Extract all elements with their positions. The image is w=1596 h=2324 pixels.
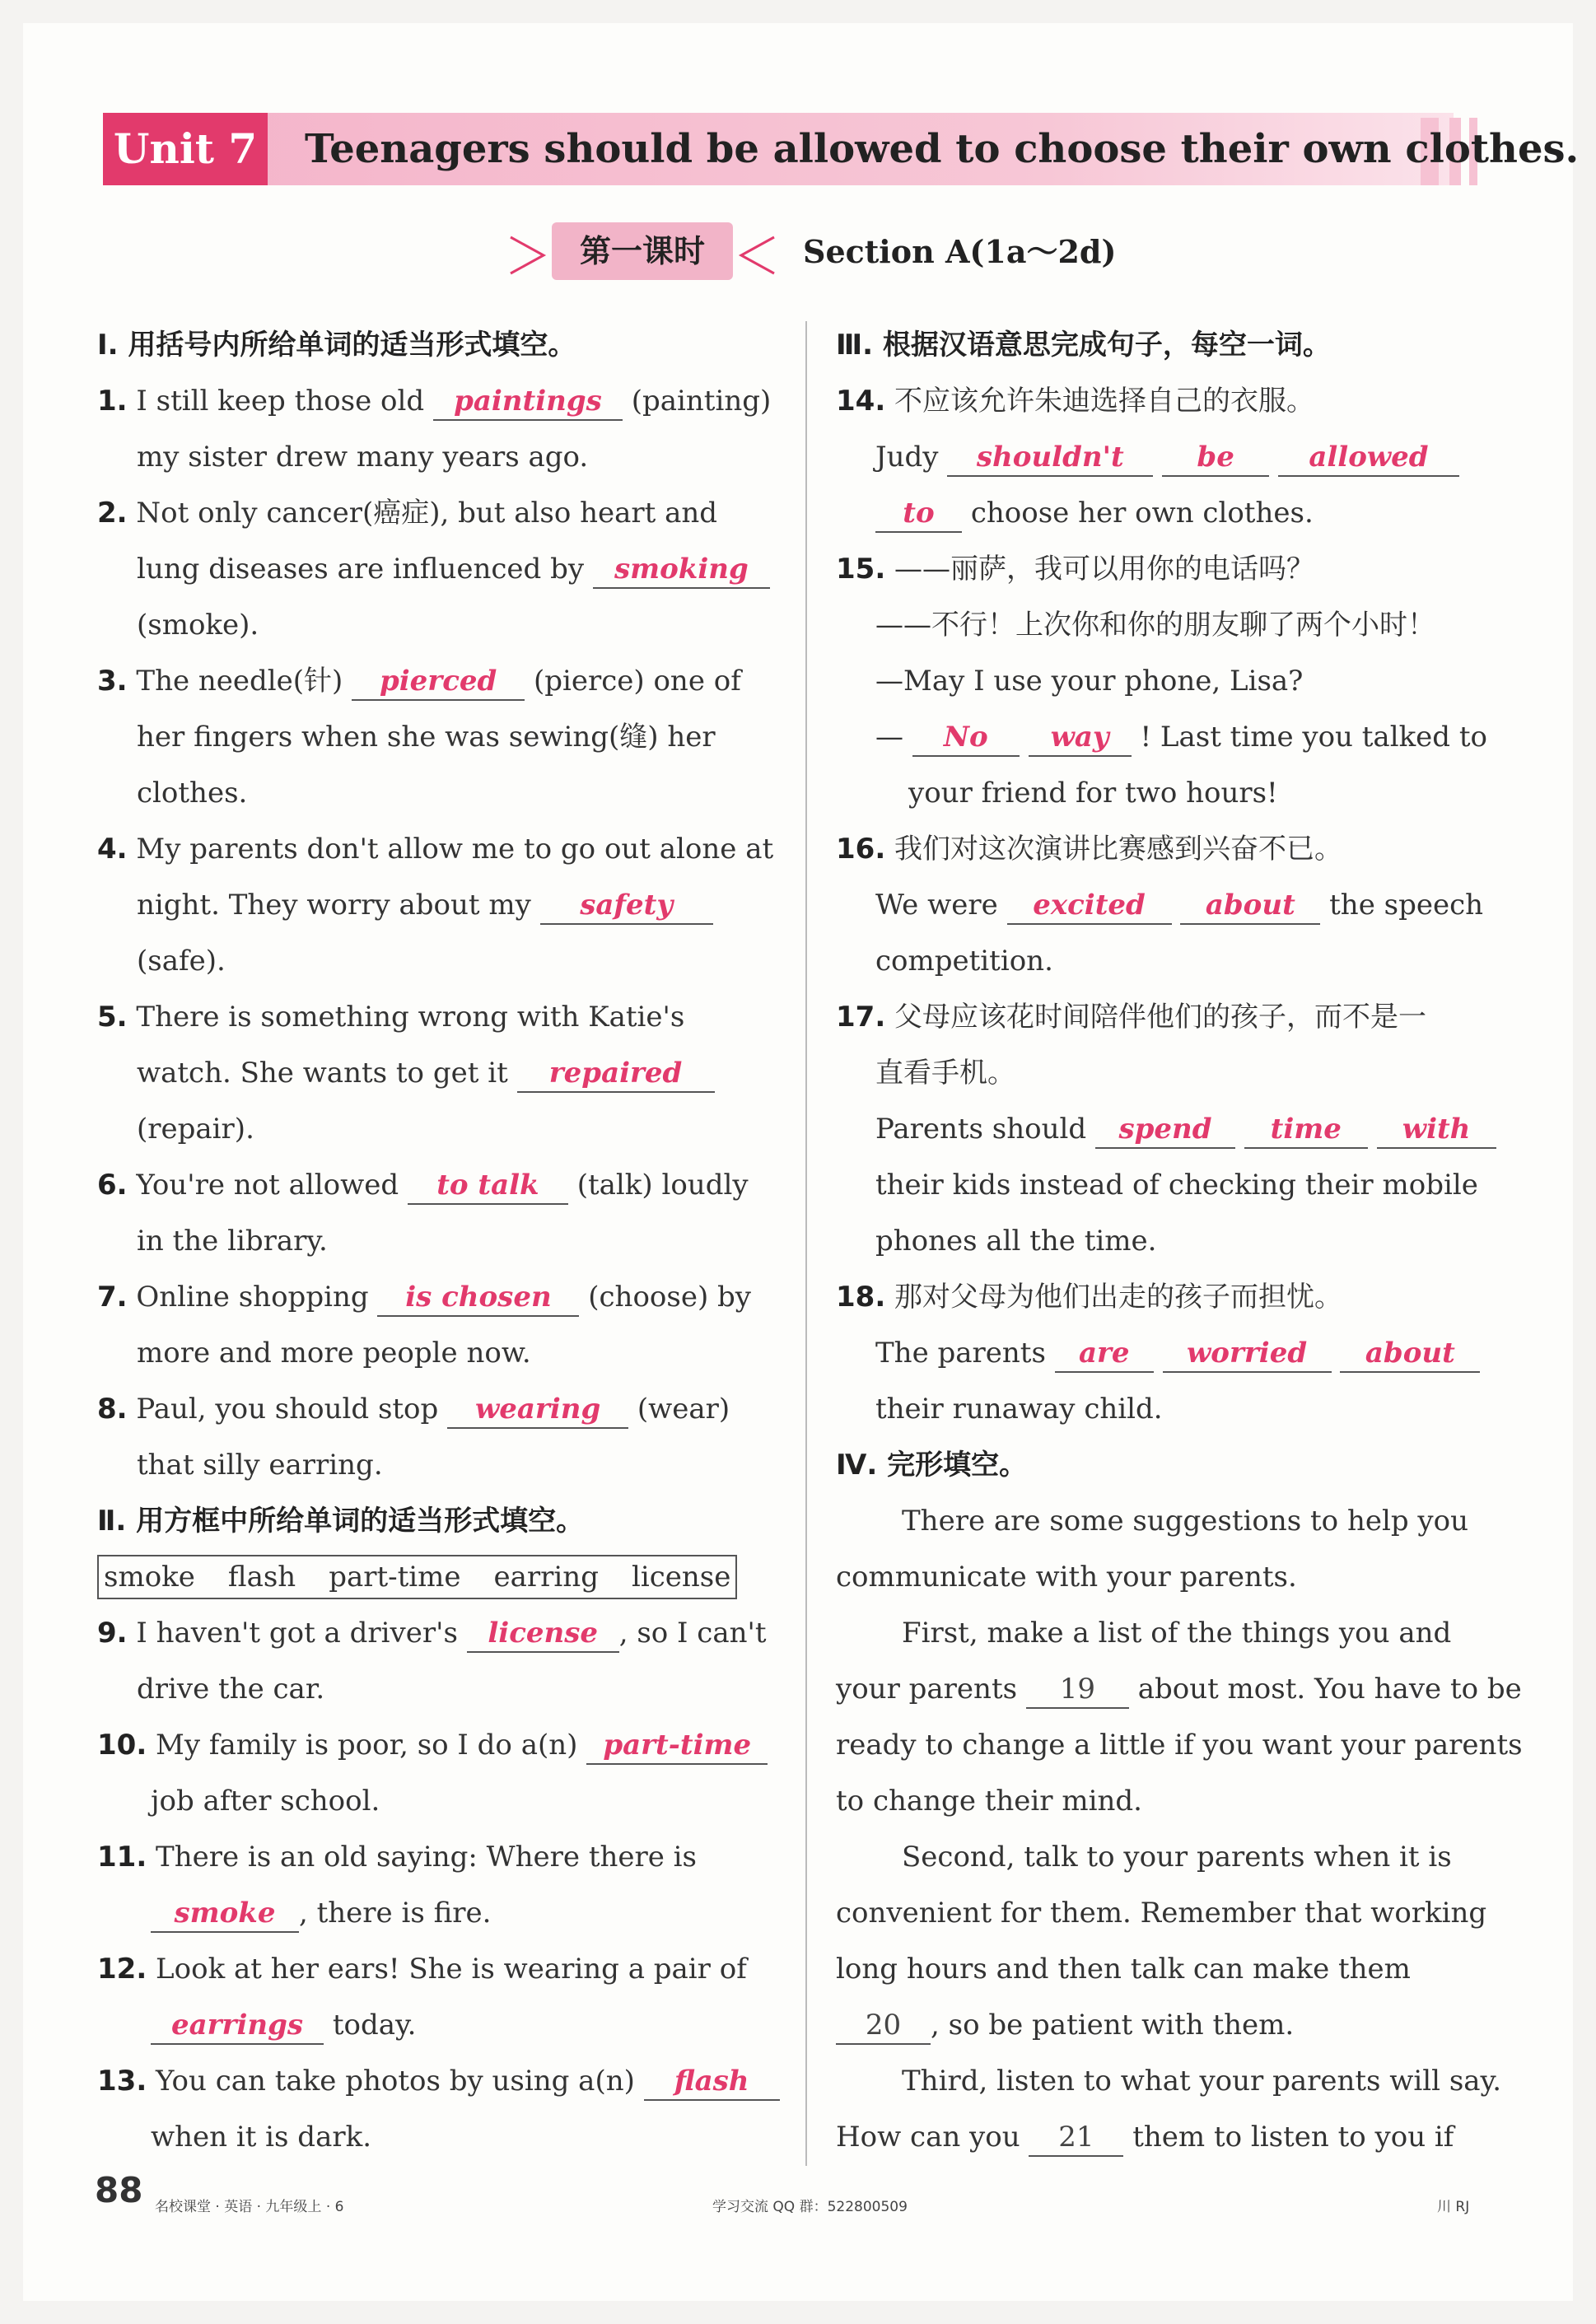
unit-title: Teenagers should be allowed to choose their own clothes. [305, 126, 1580, 172]
question-number: 12. [97, 1953, 147, 1986]
passage-line [836, 1661, 1522, 1717]
q14-cont [836, 429, 1515, 485]
passage-line: Second, talk to your parents when it is [902, 1841, 1452, 1874]
answer-blank[interactable]: shouldn't [947, 439, 1153, 477]
q5 [97, 989, 777, 1045]
question-text: There is something wrong with Katie's [136, 1001, 685, 1034]
question-text: the speech [1329, 889, 1484, 922]
answer-blank[interactable]: way [1029, 719, 1132, 757]
passage-line: convenient for them. Remember that working [836, 1897, 1487, 1930]
q2-cont: (smoke). [137, 609, 259, 642]
answer-blank[interactable]: with [1377, 1111, 1496, 1149]
word-box-item: license [631, 1561, 731, 1594]
question-text: We were [875, 889, 998, 922]
q6 [97, 1157, 777, 1213]
answer-blank[interactable]: wearing [447, 1391, 628, 1429]
question-text: (wear) [637, 1393, 730, 1426]
q2-cont [97, 541, 777, 597]
answer-blank[interactable]: spend [1095, 1111, 1235, 1149]
question-text: ! Last time you talked to [1140, 721, 1488, 754]
question-text: The parents [875, 1337, 1046, 1370]
book-info: 名校课堂 · 英语 · 九年级上 · 6 [155, 2199, 344, 2215]
question-text: My family is poor, so I do a(n) [156, 1729, 578, 1762]
question-number: 14. [836, 385, 886, 418]
q4 [97, 821, 777, 877]
answer-blank[interactable]: about [1340, 1335, 1480, 1373]
answer-blank[interactable]: time [1244, 1111, 1368, 1149]
passage-line [836, 2109, 1515, 2165]
answer-blank[interactable]: smoking [593, 551, 770, 589]
question-text: 那对父母为他们出走的孩子而担忧。 [894, 1281, 1343, 1314]
question-number: 6. [97, 1169, 128, 1202]
question-text: (choose) by [588, 1281, 752, 1314]
passage-text: about most. You have to be [1137, 1673, 1522, 1706]
question-text: 父母应该花时间陪伴他们的孩子，而不是一 [894, 1001, 1427, 1034]
question-text: There is an old saying: Where there is [156, 1841, 698, 1874]
word-box-item: flash [227, 1561, 296, 1594]
passage-line [836, 1997, 1515, 2053]
q15-cont [836, 709, 1515, 765]
q4-cont: (safe). [137, 945, 226, 978]
passage-line: communicate with your parents. [836, 1561, 1297, 1594]
answer-blank[interactable]: excited [1007, 887, 1172, 925]
section-label: Section A(1a～2d) [803, 233, 1117, 270]
cloze-blank-21[interactable]: 21 [1029, 2119, 1123, 2157]
question-text: My parents don't allow me to go out alone at [136, 833, 774, 866]
word-box [97, 1555, 737, 1599]
question-text: I still keep those old [136, 385, 425, 418]
answer-blank[interactable]: paintings [433, 383, 623, 421]
passage-line: First, make a list of the things you and [902, 1617, 1452, 1650]
question-number: 18. [836, 1281, 886, 1314]
question-text: You're not allowed [136, 1169, 399, 1202]
word-box-item: smoke [104, 1561, 195, 1594]
q17-cont [836, 1101, 1515, 1157]
q2 [97, 485, 777, 541]
question-text: I haven't got a driver's [136, 1617, 458, 1650]
question-number: 9. [97, 1617, 128, 1650]
question-text: (pierce) one of [533, 665, 741, 698]
question-text: ——丽萨，我可以用你的电话吗？ [894, 553, 1315, 586]
q8-cont: that silly earring. [137, 1449, 383, 1482]
q14-cont [836, 485, 1515, 541]
question-number: 17. [836, 1001, 886, 1034]
part1-heading: Ⅰ. 用括号内所给单词的适当形式填空。 [97, 329, 576, 362]
q9 [97, 1605, 777, 1661]
question-text: lung diseases are influenced by [137, 553, 585, 586]
passage-line: ready to change a little if you want your parents [836, 1729, 1523, 1762]
q12-cont [97, 1997, 777, 2053]
passage-line: to change their mind. [836, 1785, 1142, 1818]
q12 [97, 1941, 777, 1997]
q3-cont: her fingers when she was sewing(缝) her [137, 721, 716, 754]
qq-group: 学习交流 QQ 群：522800509 [712, 2199, 908, 2215]
q18-cont [836, 1325, 1515, 1381]
left-column [97, 317, 777, 2165]
q5-cont: (repair). [137, 1113, 254, 1146]
part4-heading: Ⅳ. 完形填空。 [836, 1449, 1028, 1482]
cloze-blank-20[interactable]: 20 [836, 2007, 931, 2045]
answer-blank[interactable]: are [1055, 1335, 1154, 1373]
q15-cont: ——不行！上次你和你的朋友聊了两个小时！ [875, 609, 1435, 642]
q10 [97, 1717, 777, 1773]
question-text: , there is fire. [299, 1897, 492, 1930]
q1 [97, 373, 777, 429]
q10-cont: job after school. [151, 1785, 380, 1818]
q6-cont: in the library. [137, 1225, 328, 1258]
passage-line: There are some suggestions to help you [902, 1505, 1469, 1538]
q14 [836, 373, 1515, 429]
question-number: 4. [97, 833, 128, 866]
answer-blank[interactable]: allowed [1278, 439, 1459, 477]
question-text: Paul, you should stop [136, 1393, 439, 1426]
q5-cont [97, 1045, 777, 1101]
question-text: (painting) [631, 385, 772, 418]
part3-heading: Ⅲ. 根据汉语意思完成句子，每空一词。 [836, 329, 1331, 362]
answer-blank[interactable]: to talk [408, 1167, 568, 1205]
q17-cont: 直看手机。 [875, 1057, 1015, 1090]
q16 [836, 821, 1515, 877]
word-box-item: earring [493, 1561, 599, 1594]
question-text: — [875, 721, 903, 754]
answer-blank[interactable]: about [1180, 887, 1320, 925]
passage-line: Third, listen to what your parents will say. [902, 2065, 1502, 2098]
q18-cont: their runaway child. [875, 1393, 1163, 1426]
question-number: 7. [97, 1281, 128, 1314]
question-text: today. [332, 2009, 417, 2042]
part2-heading: Ⅱ. 用方框中所给单词的适当形式填空。 [97, 1505, 585, 1538]
question-number: 5. [97, 1001, 128, 1034]
question-text: watch. She wants to get it [137, 1057, 508, 1090]
answer-blank[interactable]: is chosen [377, 1279, 579, 1317]
q7 [97, 1269, 777, 1325]
q16-cont [836, 877, 1515, 933]
question-number: 16. [836, 833, 886, 866]
question-text: , so I can't [618, 1617, 767, 1650]
answer-blank[interactable]: flash [644, 2063, 780, 2101]
cloze-blank-19[interactable]: 19 [1026, 1671, 1129, 1709]
word-box-item: part-time [329, 1561, 461, 1594]
answer-blank[interactable]: part-time [586, 1727, 768, 1765]
answer-blank[interactable]: earrings [151, 2007, 324, 2045]
question-number: 10. [97, 1729, 147, 1762]
q13-cont: when it is dark. [151, 2121, 371, 2154]
question-number: 11. [97, 1841, 147, 1874]
passage-text: How can you [836, 2121, 1020, 2154]
answer-blank[interactable]: be [1162, 439, 1269, 477]
question-number: 8. [97, 1393, 128, 1426]
answer-blank[interactable]: safety [540, 887, 713, 925]
passage-text: , so be patient with them. [931, 2009, 1295, 2042]
question-number: 2. [97, 497, 128, 530]
answer-blank[interactable]: to [875, 495, 962, 533]
q8 [97, 1381, 777, 1437]
edition-label: 川 RJ [1437, 2199, 1470, 2215]
question-text: Look at her ears! She is wearing a pair of [156, 1953, 747, 1986]
q17-cont: phones all the time. [875, 1225, 1157, 1258]
q3-cont: clothes. [137, 777, 248, 810]
answer-blank[interactable]: worried [1163, 1335, 1332, 1373]
question-text: (talk) loudly [576, 1169, 749, 1202]
q4-cont [97, 877, 777, 933]
question-text: choose her own clothes. [970, 497, 1314, 530]
lesson-badge: 第一课时 [552, 222, 733, 280]
q11-cont [97, 1885, 777, 1941]
q17-cont: their kids instead of checking their mobile [875, 1169, 1478, 1202]
question-text: night. They worry about my [137, 889, 531, 922]
q3 [97, 653, 777, 709]
question-text: 我们对这次演讲比赛感到兴奋不已。 [894, 833, 1343, 866]
q1-cont: my sister drew many years ago. [137, 441, 589, 474]
question-text: You can take photos by using a(n) [156, 2065, 635, 2098]
question-text: The needle(针) [136, 665, 343, 698]
q9-cont: drive the car. [137, 1673, 325, 1706]
answer-blank[interactable]: No [912, 719, 1020, 757]
word-box-row [97, 1549, 777, 1605]
answer-blank[interactable]: license [467, 1615, 619, 1653]
question-number: 15. [836, 553, 886, 586]
q13 [97, 2053, 777, 2109]
passage-text: them to listen to you if [1132, 2121, 1454, 2154]
q18 [836, 1269, 1515, 1325]
answer-blank[interactable]: pierced [352, 663, 525, 701]
unit-tag: Unit 7 [103, 113, 268, 185]
answer-blank[interactable]: smoke [151, 1895, 299, 1933]
right-column [836, 317, 1523, 2165]
q15-cont: your friend for two hours! [908, 777, 1278, 810]
q11 [97, 1829, 777, 1885]
q15-cont: —May I use your phone, Lisa? [875, 665, 1304, 698]
question-number: 13. [97, 2065, 147, 2098]
q16-cont: competition. [875, 945, 1053, 978]
column-divider [805, 321, 807, 2166]
answer-blank[interactable]: repaired [517, 1055, 715, 1093]
q15 [836, 541, 1515, 597]
q7-cont: more and more people now. [137, 1337, 531, 1370]
passage-line: long hours and then talk can make them [836, 1953, 1411, 1986]
question-text: Online shopping [136, 1281, 369, 1314]
page-number: 88 [95, 2170, 143, 2210]
question-number: 3. [97, 665, 128, 698]
question-text: 不应该允许朱迪选择自己的衣服。 [894, 385, 1315, 418]
q17 [836, 989, 1515, 1045]
passage-text: your parents [836, 1673, 1018, 1706]
question-number: 1. [97, 385, 128, 418]
question-text: Not only cancer(癌症), but also heart and [136, 497, 718, 530]
question-text: Judy [875, 441, 939, 474]
question-text: Parents should [875, 1113, 1087, 1146]
